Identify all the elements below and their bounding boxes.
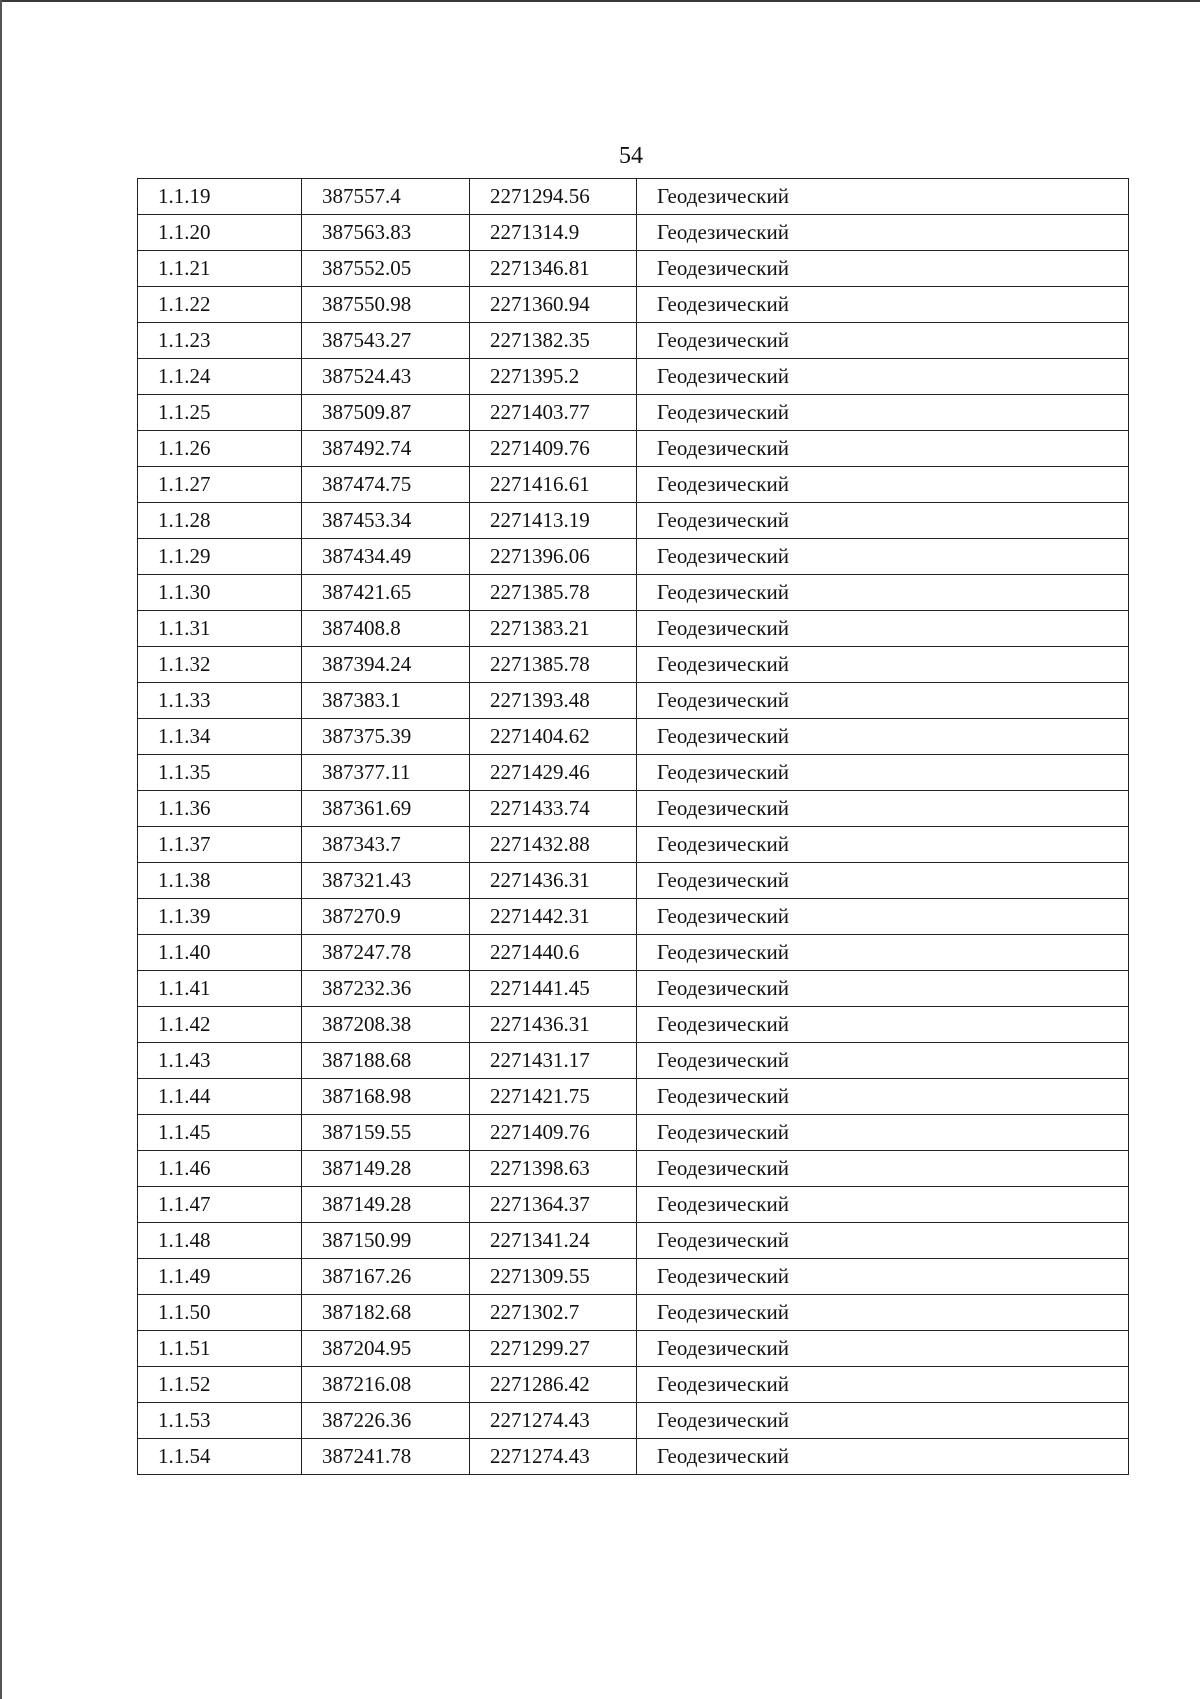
method-cell: Геодезический [637, 215, 1129, 251]
point-id-cell: 1.1.49 [138, 1259, 302, 1295]
y-coordinate-cell: 2271299.27 [470, 1331, 637, 1367]
method-cell: Геодезический [637, 251, 1129, 287]
x-coordinate-cell: 387159.55 [302, 1115, 470, 1151]
y-coordinate-cell: 2271413.19 [470, 503, 637, 539]
table-row [138, 1331, 1129, 1367]
point-id-cell: 1.1.30 [138, 575, 302, 611]
x-coordinate-cell: 387168.98 [302, 1079, 470, 1115]
y-coordinate-cell: 2271431.17 [470, 1043, 637, 1079]
x-coordinate-cell: 387375.39 [302, 719, 470, 755]
x-coordinate-cell: 387343.7 [302, 827, 470, 863]
y-coordinate-cell: 2271429.46 [470, 755, 637, 791]
point-id-cell: 1.1.47 [138, 1187, 302, 1223]
method-cell: Геодезический [637, 1295, 1129, 1331]
method-cell: Геодезический [637, 287, 1129, 323]
table-row [138, 287, 1129, 323]
method-cell: Геодезический [637, 755, 1129, 791]
method-cell: Геодезический [637, 827, 1129, 863]
point-id-cell: 1.1.21 [138, 251, 302, 287]
method-cell: Геодезический [637, 179, 1129, 215]
y-coordinate-cell: 2271382.35 [470, 323, 637, 359]
table-row [138, 467, 1129, 503]
point-id-cell: 1.1.20 [138, 215, 302, 251]
point-id-cell: 1.1.31 [138, 611, 302, 647]
point-id-cell: 1.1.29 [138, 539, 302, 575]
y-coordinate-cell: 2271421.75 [470, 1079, 637, 1115]
y-coordinate-cell: 2271440.6 [470, 935, 637, 971]
table-row [138, 179, 1129, 215]
x-coordinate-cell: 387492.74 [302, 431, 470, 467]
x-coordinate-cell: 387188.68 [302, 1043, 470, 1079]
y-coordinate-cell: 2271360.94 [470, 287, 637, 323]
method-cell: Геодезический [637, 719, 1129, 755]
point-id-cell: 1.1.40 [138, 935, 302, 971]
method-cell: Геодезический [637, 539, 1129, 575]
point-id-cell: 1.1.33 [138, 683, 302, 719]
point-id-cell: 1.1.48 [138, 1223, 302, 1259]
y-coordinate-cell: 2271409.76 [470, 1115, 637, 1151]
x-coordinate-cell: 387216.08 [302, 1367, 470, 1403]
y-coordinate-cell: 2271441.45 [470, 971, 637, 1007]
x-coordinate-cell: 387474.75 [302, 467, 470, 503]
table-row [138, 575, 1129, 611]
y-coordinate-cell: 2271416.61 [470, 467, 637, 503]
y-coordinate-cell: 2271436.31 [470, 1007, 637, 1043]
x-coordinate-cell: 387557.4 [302, 179, 470, 215]
table-row [138, 1115, 1129, 1151]
x-coordinate-cell: 387421.65 [302, 575, 470, 611]
point-id-cell: 1.1.39 [138, 899, 302, 935]
point-id-cell: 1.1.35 [138, 755, 302, 791]
point-id-cell: 1.1.38 [138, 863, 302, 899]
point-id-cell: 1.1.44 [138, 1079, 302, 1115]
method-cell: Геодезический [637, 1079, 1129, 1115]
table-row [138, 647, 1129, 683]
point-id-cell: 1.1.52 [138, 1367, 302, 1403]
method-cell: Геодезический [637, 971, 1129, 1007]
method-cell: Геодезический [637, 1115, 1129, 1151]
y-coordinate-cell: 2271274.43 [470, 1439, 637, 1475]
method-cell: Геодезический [637, 323, 1129, 359]
table-row [138, 359, 1129, 395]
scan-edge-left [0, 0, 2, 1699]
method-cell: Геодезический [637, 647, 1129, 683]
y-coordinate-cell: 2271294.56 [470, 179, 637, 215]
table-row [138, 1295, 1129, 1331]
point-id-cell: 1.1.32 [138, 647, 302, 683]
point-id-cell: 1.1.54 [138, 1439, 302, 1475]
x-coordinate-cell: 387408.8 [302, 611, 470, 647]
table-row [138, 539, 1129, 575]
point-id-cell: 1.1.19 [138, 179, 302, 215]
x-coordinate-cell: 387550.98 [302, 287, 470, 323]
table-row [138, 1151, 1129, 1187]
point-id-cell: 1.1.36 [138, 791, 302, 827]
method-cell: Геодезический [637, 1403, 1129, 1439]
y-coordinate-cell: 2271309.55 [470, 1259, 637, 1295]
table-row [138, 395, 1129, 431]
point-id-cell: 1.1.43 [138, 1043, 302, 1079]
x-coordinate-cell: 387204.95 [302, 1331, 470, 1367]
method-cell: Геодезический [637, 1367, 1129, 1403]
method-cell: Геодезический [637, 1151, 1129, 1187]
method-cell: Геодезический [637, 359, 1129, 395]
x-coordinate-cell: 387383.1 [302, 683, 470, 719]
y-coordinate-cell: 2271385.78 [470, 647, 637, 683]
x-coordinate-cell: 387524.43 [302, 359, 470, 395]
x-coordinate-cell: 387434.49 [302, 539, 470, 575]
y-coordinate-cell: 2271286.42 [470, 1367, 637, 1403]
table-row [138, 827, 1129, 863]
x-coordinate-cell: 387247.78 [302, 935, 470, 971]
method-cell: Геодезический [637, 395, 1129, 431]
y-coordinate-cell: 2271314.9 [470, 215, 637, 251]
y-coordinate-cell: 2271436.31 [470, 863, 637, 899]
x-coordinate-cell: 387552.05 [302, 251, 470, 287]
y-coordinate-cell: 2271396.06 [470, 539, 637, 575]
y-coordinate-cell: 2271393.48 [470, 683, 637, 719]
table-row [138, 791, 1129, 827]
method-cell: Геодезический [637, 1331, 1129, 1367]
x-coordinate-cell: 387453.34 [302, 503, 470, 539]
point-id-cell: 1.1.28 [138, 503, 302, 539]
x-coordinate-cell: 387394.24 [302, 647, 470, 683]
x-coordinate-cell: 387149.28 [302, 1187, 470, 1223]
x-coordinate-cell: 387150.99 [302, 1223, 470, 1259]
table-row [138, 1403, 1129, 1439]
point-id-cell: 1.1.41 [138, 971, 302, 1007]
x-coordinate-cell: 387232.36 [302, 971, 470, 1007]
point-id-cell: 1.1.53 [138, 1403, 302, 1439]
x-coordinate-cell: 387208.38 [302, 1007, 470, 1043]
y-coordinate-cell: 2271398.63 [470, 1151, 637, 1187]
x-coordinate-cell: 387241.78 [302, 1439, 470, 1475]
y-coordinate-cell: 2271274.43 [470, 1403, 637, 1439]
point-id-cell: 1.1.23 [138, 323, 302, 359]
x-coordinate-cell: 387149.28 [302, 1151, 470, 1187]
table-row [138, 1187, 1129, 1223]
method-cell: Геодезический [637, 467, 1129, 503]
y-coordinate-cell: 2271409.76 [470, 431, 637, 467]
coordinates-table-body [138, 179, 1129, 1475]
x-coordinate-cell: 387563.83 [302, 215, 470, 251]
y-coordinate-cell: 2271302.7 [470, 1295, 637, 1331]
table-row [138, 863, 1129, 899]
page-number: 54 [619, 143, 643, 169]
point-id-cell: 1.1.25 [138, 395, 302, 431]
table-row [138, 899, 1129, 935]
y-coordinate-cell: 2271383.21 [470, 611, 637, 647]
method-cell: Геодезический [637, 1439, 1129, 1475]
method-cell: Геодезический [637, 683, 1129, 719]
method-cell: Геодезический [637, 1223, 1129, 1259]
x-coordinate-cell: 387182.68 [302, 1295, 470, 1331]
y-coordinate-cell: 2271346.81 [470, 251, 637, 287]
y-coordinate-cell: 2271432.88 [470, 827, 637, 863]
y-coordinate-cell: 2271364.37 [470, 1187, 637, 1223]
coordinates-table [137, 178, 1129, 1475]
table-row [138, 215, 1129, 251]
table-row [138, 323, 1129, 359]
point-id-cell: 1.1.50 [138, 1295, 302, 1331]
table-row [138, 1367, 1129, 1403]
x-coordinate-cell: 387270.9 [302, 899, 470, 935]
y-coordinate-cell: 2271341.24 [470, 1223, 637, 1259]
method-cell: Геодезический [637, 575, 1129, 611]
table-row [138, 1043, 1129, 1079]
x-coordinate-cell: 387167.26 [302, 1259, 470, 1295]
table-row [138, 935, 1129, 971]
y-coordinate-cell: 2271385.78 [470, 575, 637, 611]
method-cell: Геодезический [637, 791, 1129, 827]
table-row [138, 611, 1129, 647]
x-coordinate-cell: 387321.43 [302, 863, 470, 899]
method-cell: Геодезический [637, 503, 1129, 539]
table-row [138, 755, 1129, 791]
point-id-cell: 1.1.37 [138, 827, 302, 863]
y-coordinate-cell: 2271442.31 [470, 899, 637, 935]
method-cell: Геодезический [637, 611, 1129, 647]
y-coordinate-cell: 2271395.2 [470, 359, 637, 395]
x-coordinate-cell: 387361.69 [302, 791, 470, 827]
y-coordinate-cell: 2271433.74 [470, 791, 637, 827]
x-coordinate-cell: 387543.27 [302, 323, 470, 359]
table-row [138, 503, 1129, 539]
point-id-cell: 1.1.45 [138, 1115, 302, 1151]
method-cell: Геодезический [637, 1043, 1129, 1079]
table-row [138, 971, 1129, 1007]
point-id-cell: 1.1.46 [138, 1151, 302, 1187]
scan-edge-top [0, 0, 1200, 2]
table-row [138, 1079, 1129, 1115]
table-row [138, 1007, 1129, 1043]
x-coordinate-cell: 387509.87 [302, 395, 470, 431]
point-id-cell: 1.1.27 [138, 467, 302, 503]
point-id-cell: 1.1.24 [138, 359, 302, 395]
method-cell: Геодезический [637, 1259, 1129, 1295]
table-row [138, 431, 1129, 467]
method-cell: Геодезический [637, 431, 1129, 467]
method-cell: Геодезический [637, 935, 1129, 971]
point-id-cell: 1.1.34 [138, 719, 302, 755]
point-id-cell: 1.1.26 [138, 431, 302, 467]
table-row [138, 1259, 1129, 1295]
y-coordinate-cell: 2271404.62 [470, 719, 637, 755]
method-cell: Геодезический [637, 1007, 1129, 1043]
point-id-cell: 1.1.42 [138, 1007, 302, 1043]
method-cell: Геодезический [637, 1187, 1129, 1223]
method-cell: Геодезический [637, 863, 1129, 899]
table-row [138, 683, 1129, 719]
x-coordinate-cell: 387226.36 [302, 1403, 470, 1439]
table-row [138, 1223, 1129, 1259]
point-id-cell: 1.1.22 [138, 287, 302, 323]
x-coordinate-cell: 387377.11 [302, 755, 470, 791]
method-cell: Геодезический [637, 899, 1129, 935]
table-row [138, 719, 1129, 755]
y-coordinate-cell: 2271403.77 [470, 395, 637, 431]
table-row [138, 251, 1129, 287]
point-id-cell: 1.1.51 [138, 1331, 302, 1367]
table-row [138, 1439, 1129, 1475]
